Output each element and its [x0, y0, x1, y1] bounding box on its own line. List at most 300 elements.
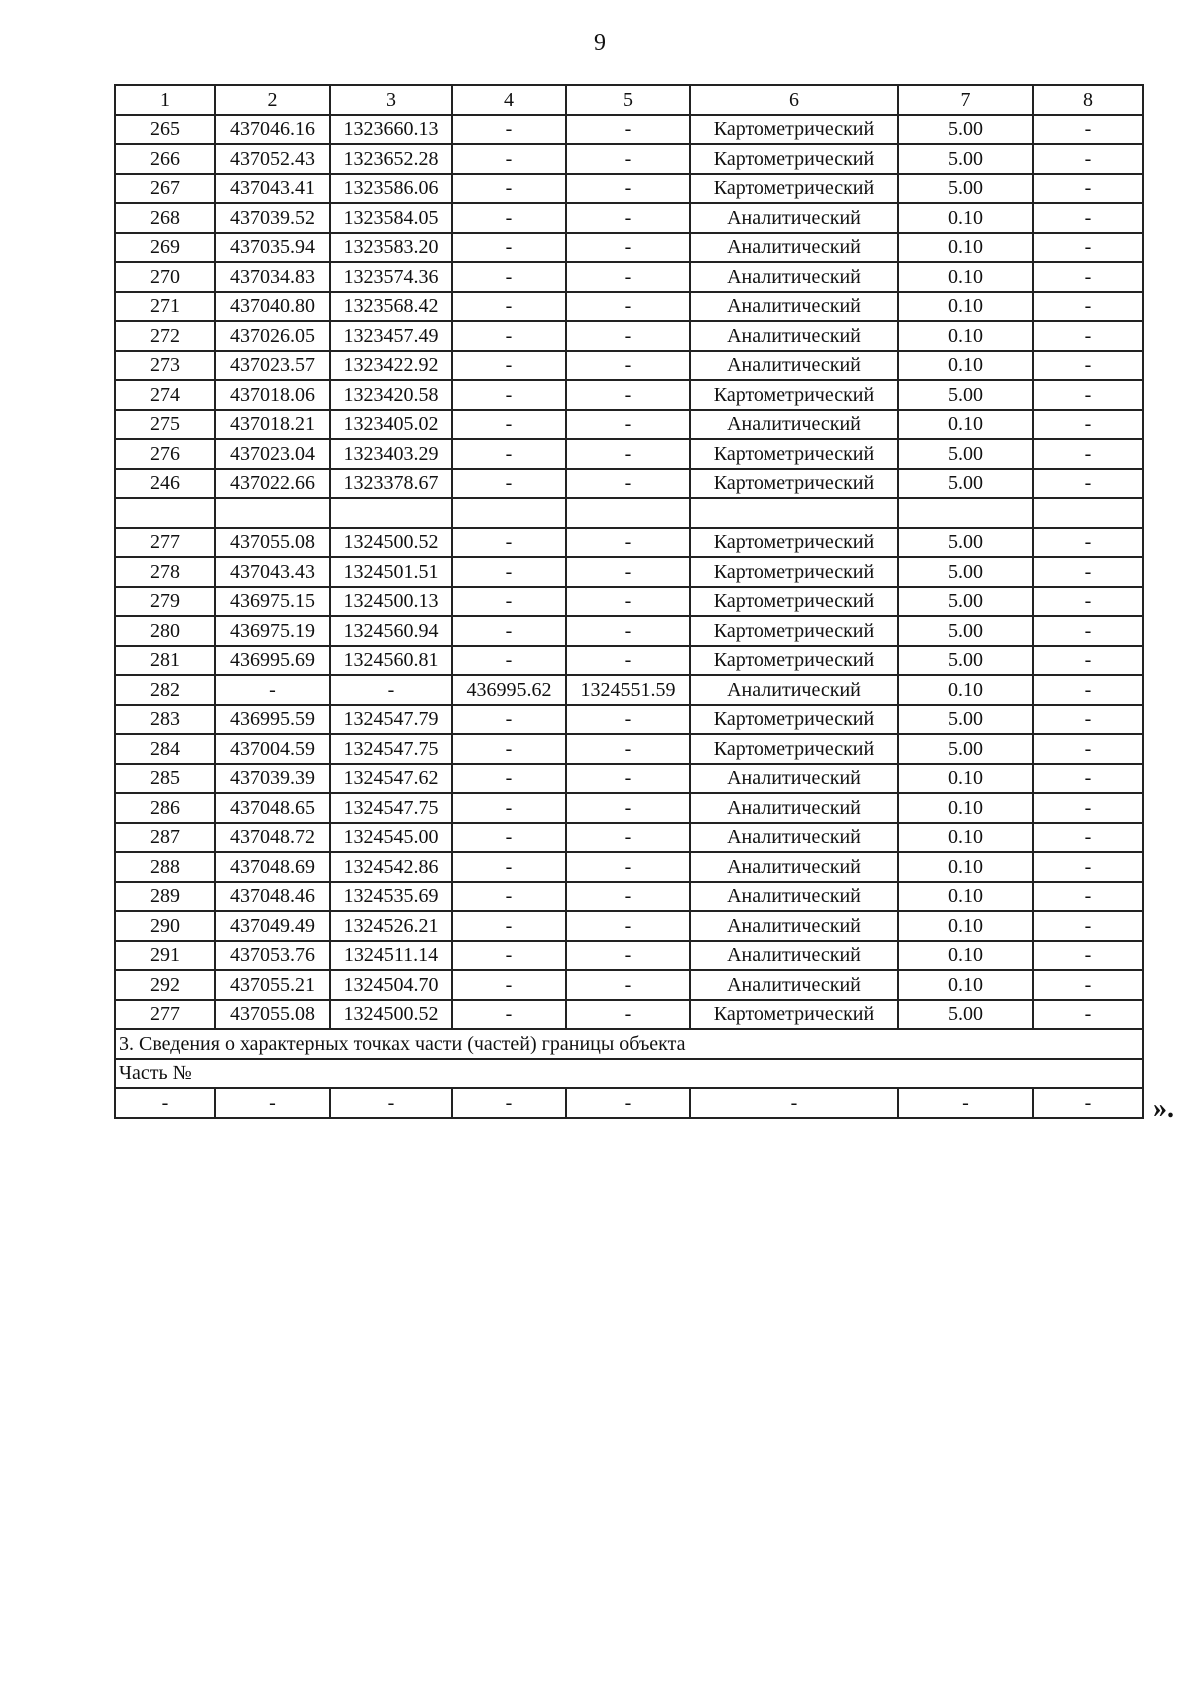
table-cell: 283 — [115, 705, 215, 735]
table-cell: 1323568.42 — [330, 292, 452, 322]
table-cell: - — [566, 115, 690, 145]
table-cell: 291 — [115, 941, 215, 971]
table-cell: Картометрический — [690, 1000, 898, 1030]
table-cell: 285 — [115, 764, 215, 794]
table-cell: 277 — [115, 528, 215, 558]
table-cell — [566, 498, 690, 528]
table-cell: - — [452, 1000, 566, 1030]
table-cell: 437052.43 — [215, 144, 330, 174]
table-cell: 437055.08 — [215, 1000, 330, 1030]
table-cell: 1324511.14 — [330, 941, 452, 971]
table-cell: 1323457.49 — [330, 321, 452, 351]
table-cell — [330, 498, 452, 528]
table-cell: Аналитический — [690, 351, 898, 381]
table-cell: 273 — [115, 351, 215, 381]
table-cell: - — [1033, 852, 1143, 882]
table-cell: 436995.69 — [215, 646, 330, 676]
table-cell: 0.10 — [898, 793, 1033, 823]
part-label-row-text: Часть № — [115, 1059, 1143, 1089]
table-cell: Картометрический — [690, 705, 898, 735]
table-cell: Картометрический — [690, 439, 898, 469]
table-cell: 246 — [115, 469, 215, 499]
table-cell: 437023.04 — [215, 439, 330, 469]
table-cell: - — [452, 882, 566, 912]
table-cell: 0.10 — [898, 970, 1033, 1000]
table-cell: - — [1033, 203, 1143, 233]
table-cell: 5.00 — [898, 174, 1033, 204]
table-cell: - — [1033, 469, 1143, 499]
table-cell: - — [566, 439, 690, 469]
table-cell: - — [452, 233, 566, 263]
table-cell: - — [1033, 557, 1143, 587]
table-cell: - — [566, 705, 690, 735]
table-cell: - — [566, 351, 690, 381]
table-cell: 1323586.06 — [330, 174, 452, 204]
table-cell: - — [1033, 793, 1143, 823]
table-cell: Аналитический — [690, 823, 898, 853]
closing-quote: ». — [1153, 1093, 1174, 1124]
table-cell: - — [452, 852, 566, 882]
table-cell: 271 — [115, 292, 215, 322]
table-cell: - — [452, 557, 566, 587]
table-cell: - — [452, 941, 566, 971]
table-cell: 270 — [115, 262, 215, 292]
table-cell: 0.10 — [898, 941, 1033, 971]
table-cell: Картометрический — [690, 587, 898, 617]
table-cell: Аналитический — [690, 292, 898, 322]
table-cell: - — [452, 351, 566, 381]
table-cell: Картометрический — [690, 380, 898, 410]
table-cell: 275 — [115, 410, 215, 440]
table-cell: - — [1033, 911, 1143, 941]
table-row — [115, 911, 1143, 941]
table-row — [115, 1000, 1143, 1030]
table-cell: 437048.46 — [215, 882, 330, 912]
table-cell: - — [1033, 764, 1143, 794]
table-cell: Картометрический — [690, 528, 898, 558]
table-cell: 0.10 — [898, 823, 1033, 853]
table-cell: - — [452, 469, 566, 499]
table-cell: - — [452, 144, 566, 174]
table-cell: 268 — [115, 203, 215, 233]
table-cell: 437035.94 — [215, 233, 330, 263]
table-cell: - — [452, 321, 566, 351]
table-cell: - — [452, 292, 566, 322]
table-cell: 437048.72 — [215, 823, 330, 853]
section-title-row — [115, 1029, 1143, 1059]
table-cell: 1324547.75 — [330, 793, 452, 823]
table-cell — [898, 498, 1033, 528]
table-cell: Картометрический — [690, 174, 898, 204]
table-cell — [452, 498, 566, 528]
table-cell: 265 — [115, 115, 215, 145]
table-row — [115, 115, 1143, 145]
table-cell: 0.10 — [898, 351, 1033, 381]
table-cell: 437022.66 — [215, 469, 330, 499]
table-cell — [115, 498, 215, 528]
table-cell: - — [330, 675, 452, 705]
table-cell: - — [452, 410, 566, 440]
table-cell: Аналитический — [690, 233, 898, 263]
table-cell: 437039.52 — [215, 203, 330, 233]
table-row — [115, 380, 1143, 410]
table-cell: - — [690, 1088, 898, 1118]
table-cell: - — [1033, 705, 1143, 735]
table-row — [115, 823, 1143, 853]
table-cell: - — [1033, 292, 1143, 322]
table-cell: 266 — [115, 144, 215, 174]
table-cell: - — [452, 734, 566, 764]
table-cell: - — [566, 233, 690, 263]
table-cell: 5.00 — [898, 144, 1033, 174]
table-cell: - — [566, 823, 690, 853]
table-row — [115, 498, 1143, 528]
table-cell: - — [1033, 616, 1143, 646]
table-cell: - — [452, 262, 566, 292]
table-cell: 0.10 — [898, 233, 1033, 263]
table-cell: - — [566, 911, 690, 941]
part-label-row — [115, 1059, 1143, 1089]
table-cell: 1323584.05 — [330, 203, 452, 233]
table-cell: - — [1033, 321, 1143, 351]
table-cell: - — [1033, 646, 1143, 676]
table-cell: - — [566, 174, 690, 204]
table-cell: 287 — [115, 823, 215, 853]
table-cell: 5.00 — [898, 557, 1033, 587]
table-cell: 276 — [115, 439, 215, 469]
table-cell: - — [452, 823, 566, 853]
table-cell: 437043.43 — [215, 557, 330, 587]
table-cell: 5.00 — [898, 616, 1033, 646]
table-cell: - — [1033, 262, 1143, 292]
table-cell: - — [452, 764, 566, 794]
table-cell: 1324560.81 — [330, 646, 452, 676]
table-cell: Картометрический — [690, 646, 898, 676]
table-cell: 5.00 — [898, 439, 1033, 469]
table-cell: 1324551.59 — [566, 675, 690, 705]
table-row — [115, 410, 1143, 440]
table-cell: - — [452, 970, 566, 1000]
table-cell: 5.00 — [898, 380, 1033, 410]
table-cell: 1323660.13 — [330, 115, 452, 145]
table-cell: - — [452, 587, 566, 617]
table-cell: 1323652.28 — [330, 144, 452, 174]
table-cell: 5.00 — [898, 646, 1033, 676]
table-cell: 1324545.00 — [330, 823, 452, 853]
table-cell: - — [1033, 351, 1143, 381]
table-cell: - — [452, 793, 566, 823]
table-cell: Аналитический — [690, 262, 898, 292]
table-cell: 282 — [115, 675, 215, 705]
table-cell: 437049.49 — [215, 911, 330, 941]
table-cell: 5 — [566, 85, 690, 115]
table-cell: 5.00 — [898, 1000, 1033, 1030]
table-cell: 3 — [330, 85, 452, 115]
table-cell: - — [452, 380, 566, 410]
table-cell: 1324526.21 — [330, 911, 452, 941]
table-cell: - — [566, 734, 690, 764]
table-cell: Картометрический — [690, 557, 898, 587]
table-cell: 437043.41 — [215, 174, 330, 204]
table-cell: - — [566, 764, 690, 794]
table-cell: - — [566, 262, 690, 292]
page-number: 9 — [594, 30, 606, 56]
table-cell: 437053.76 — [215, 941, 330, 971]
table-cell: 292 — [115, 970, 215, 1000]
table-cell: 2 — [215, 85, 330, 115]
table-cell: - — [452, 203, 566, 233]
table-cell: 0.10 — [898, 675, 1033, 705]
table-cell: 0.10 — [898, 292, 1033, 322]
table-cell: - — [566, 528, 690, 558]
table-cell: Картометрический — [690, 616, 898, 646]
table-row — [115, 705, 1143, 735]
table-cell: 437055.21 — [215, 970, 330, 1000]
table-cell: - — [452, 439, 566, 469]
table-cell: 437040.80 — [215, 292, 330, 322]
table-cell: 272 — [115, 321, 215, 351]
table-cell: 274 — [115, 380, 215, 410]
table-cell: Картометрический — [690, 115, 898, 145]
table-cell: 277 — [115, 1000, 215, 1030]
table-cell: 436995.59 — [215, 705, 330, 735]
header-row — [115, 85, 1143, 115]
table-cell: 279 — [115, 587, 215, 617]
table-cell: 1324501.51 — [330, 557, 452, 587]
table-row — [115, 616, 1143, 646]
table-cell: Картометрический — [690, 469, 898, 499]
table-cell: 1323420.58 — [330, 380, 452, 410]
table-cell: - — [566, 793, 690, 823]
table-cell: 267 — [115, 174, 215, 204]
table-cell: - — [566, 292, 690, 322]
table-cell: 1324535.69 — [330, 882, 452, 912]
table-cell: 286 — [115, 793, 215, 823]
table-cell: Картометрический — [690, 734, 898, 764]
table-row — [115, 557, 1143, 587]
table-cell: 437018.06 — [215, 380, 330, 410]
table-row — [115, 292, 1143, 322]
table-row — [115, 262, 1143, 292]
table-cell: 436995.62 — [452, 675, 566, 705]
table-cell: - — [566, 321, 690, 351]
table-cell: 1324542.86 — [330, 852, 452, 882]
table-cell: - — [566, 410, 690, 440]
table-cell: 1323405.02 — [330, 410, 452, 440]
table-cell: - — [1033, 675, 1143, 705]
table-cell: 437004.59 — [215, 734, 330, 764]
table-cell: 5.00 — [898, 469, 1033, 499]
table-cell: - — [452, 115, 566, 145]
table-cell: - — [215, 1088, 330, 1118]
table-cell: - — [566, 144, 690, 174]
table-cell: - — [898, 1088, 1033, 1118]
table-cell: 436975.15 — [215, 587, 330, 617]
table-cell: 1323583.20 — [330, 233, 452, 263]
table-cell: 7 — [898, 85, 1033, 115]
table-cell: 1324504.70 — [330, 970, 452, 1000]
table-row — [115, 970, 1143, 1000]
table-cell — [215, 498, 330, 528]
table-cell: - — [452, 616, 566, 646]
coordinates-table — [114, 84, 1144, 1119]
table-cell — [1033, 498, 1143, 528]
table-cell: 1323378.67 — [330, 469, 452, 499]
table-cell: - — [566, 616, 690, 646]
table-cell: 269 — [115, 233, 215, 263]
table-cell: - — [1033, 528, 1143, 558]
table-cell: 5.00 — [898, 734, 1033, 764]
table-cell: - — [452, 646, 566, 676]
table-cell: 437055.08 — [215, 528, 330, 558]
table-cell: 5.00 — [898, 705, 1033, 735]
table-row — [115, 852, 1143, 882]
table-row — [115, 646, 1143, 676]
table-row — [115, 1088, 1143, 1118]
table-cell: 280 — [115, 616, 215, 646]
table-cell: - — [1033, 439, 1143, 469]
table-cell: - — [215, 675, 330, 705]
table-row — [115, 439, 1143, 469]
table-row — [115, 882, 1143, 912]
table-cell: - — [452, 174, 566, 204]
table-cell: Аналитический — [690, 410, 898, 440]
table-cell: 0.10 — [898, 764, 1033, 794]
table-cell: - — [566, 646, 690, 676]
table-cell: 437026.05 — [215, 321, 330, 351]
table-cell: 0.10 — [898, 852, 1033, 882]
table-cell: 0.10 — [898, 911, 1033, 941]
table-cell: - — [566, 941, 690, 971]
table-cell: 5.00 — [898, 115, 1033, 145]
table-cell: 1324547.75 — [330, 734, 452, 764]
table-cell: - — [1033, 970, 1143, 1000]
table-cell: - — [115, 1088, 215, 1118]
table-row — [115, 587, 1143, 617]
table-cell: - — [1033, 823, 1143, 853]
table-row — [115, 675, 1143, 705]
table-cell: - — [566, 557, 690, 587]
table-row — [115, 941, 1143, 971]
table-cell: 284 — [115, 734, 215, 764]
table-cell: Аналитический — [690, 941, 898, 971]
table-row — [115, 174, 1143, 204]
table-cell: 1324500.52 — [330, 1000, 452, 1030]
section-title-row-text: 3. Сведения о характерных точках части (частей) границы объекта — [115, 1029, 1143, 1059]
table-cell: Аналитический — [690, 970, 898, 1000]
table-cell: 8 — [1033, 85, 1143, 115]
table-cell: - — [1033, 115, 1143, 145]
table-cell: Аналитический — [690, 852, 898, 882]
table-cell: 281 — [115, 646, 215, 676]
table-cell: 437046.16 — [215, 115, 330, 145]
table-cell: Картометрический — [690, 144, 898, 174]
table-cell: 0.10 — [898, 203, 1033, 233]
table-cell: - — [1033, 144, 1143, 174]
table-cell: Аналитический — [690, 793, 898, 823]
table-row — [115, 528, 1143, 558]
table-cell: - — [566, 380, 690, 410]
table-cell: 437034.83 — [215, 262, 330, 292]
table-cell: - — [566, 970, 690, 1000]
table-cell: 0.10 — [898, 262, 1033, 292]
table-cell: 1 — [115, 85, 215, 115]
table-cell: - — [566, 882, 690, 912]
table-row — [115, 793, 1143, 823]
table-cell: - — [1033, 941, 1143, 971]
table-cell: Аналитический — [690, 675, 898, 705]
table-cell: 437039.39 — [215, 764, 330, 794]
table-cell: 1324560.94 — [330, 616, 452, 646]
table-cell: Аналитический — [690, 882, 898, 912]
table-cell: 289 — [115, 882, 215, 912]
table-cell: - — [1033, 587, 1143, 617]
table-cell: 0.10 — [898, 321, 1033, 351]
table-cell: - — [566, 587, 690, 617]
table-cell: 437018.21 — [215, 410, 330, 440]
table-cell: 5.00 — [898, 587, 1033, 617]
table-cell: - — [566, 852, 690, 882]
table-cell: - — [1033, 1088, 1143, 1118]
table-cell: 1324547.62 — [330, 764, 452, 794]
table-cell: Аналитический — [690, 321, 898, 351]
table-cell: - — [330, 1088, 452, 1118]
table-row — [115, 351, 1143, 381]
table-cell: - — [566, 1000, 690, 1030]
table-cell: - — [452, 528, 566, 558]
table-cell: 1323403.29 — [330, 439, 452, 469]
table-cell: 1324547.79 — [330, 705, 452, 735]
table-cell: 0.10 — [898, 410, 1033, 440]
table-cell: - — [1033, 734, 1143, 764]
table-cell: 290 — [115, 911, 215, 941]
table-cell: 1324500.13 — [330, 587, 452, 617]
table-cell: - — [566, 469, 690, 499]
table-cell: 278 — [115, 557, 215, 587]
table-cell: - — [1033, 174, 1143, 204]
table-row — [115, 469, 1143, 499]
table-cell: 4 — [452, 85, 566, 115]
table-cell — [690, 498, 898, 528]
table-cell: 1324500.52 — [330, 528, 452, 558]
table-cell: 437048.65 — [215, 793, 330, 823]
table-cell: Аналитический — [690, 911, 898, 941]
table-cell: 437048.69 — [215, 852, 330, 882]
table-row — [115, 734, 1143, 764]
table-cell: - — [452, 1088, 566, 1118]
table-cell: 0.10 — [898, 882, 1033, 912]
table-cell: 1323422.92 — [330, 351, 452, 381]
table-row — [115, 233, 1143, 263]
table-cell: - — [452, 911, 566, 941]
table-cell: - — [452, 705, 566, 735]
table-cell: 436975.19 — [215, 616, 330, 646]
table-cell: - — [1033, 233, 1143, 263]
table-row — [115, 144, 1143, 174]
table-cell: 437023.57 — [215, 351, 330, 381]
table-cell: - — [1033, 380, 1143, 410]
table-cell: - — [1033, 882, 1143, 912]
table-cell: 5.00 — [898, 528, 1033, 558]
table-body — [115, 85, 1143, 1118]
table-row — [115, 764, 1143, 794]
table-cell: Аналитический — [690, 764, 898, 794]
table-cell: - — [1033, 1000, 1143, 1030]
table-cell: - — [1033, 410, 1143, 440]
table-cell: Аналитический — [690, 203, 898, 233]
table-row — [115, 203, 1143, 233]
table-cell: - — [566, 1088, 690, 1118]
